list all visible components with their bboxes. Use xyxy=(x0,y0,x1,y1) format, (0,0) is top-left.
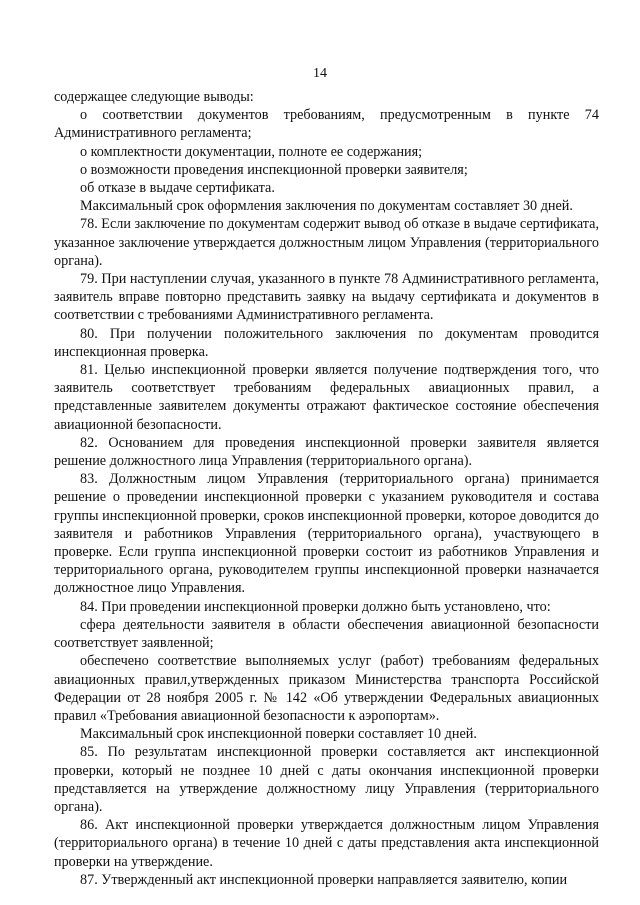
paragraph: 85. По результатам инспекционной проверки составляется акт инспекционной проверки, который не позднее 10 дней с даты окончания инспекционной проверки представляется на утверждение должностному лицу Управления (территориального органа). xyxy=(54,744,599,815)
paragraph: Максимальный срок инспекционной поверки составляет 10 дней. xyxy=(80,726,477,743)
paragraph: 86. Акт инспекционной проверки утверждается должностным лицом Управления (территориального органа) в течение 10 дней с даты представления акта инспекционной проверки на утверждение. xyxy=(54,817,599,870)
paragraph: 79. При наступлении случая, указанного в пункте 78 Административного регламента, заявитель вправе повторно представить заявку на выдачу сертификата и документов в соответствии с требованиями Административного регламента. xyxy=(54,271,599,324)
paragraph: 84. При проведении инспекционной проверки должно быть установлено, что: xyxy=(80,598,551,615)
paragraph: 83. Должностным лицом Управления (территориального органа) принимается решение о проведении инспекционной проверки с указанием руководителя и состава группы инспекционной проверки, сроков инспекционной проверки, которое доводится до заявителя и работников Управления (территориального органа), участвующего в проверке. Если группа инспекционной проверки состоит из работников Управления и территориального органа, руководителем группы инспекционной проверки назначается должностное лицо Управления. xyxy=(54,471,599,597)
paragraph: содержащее следующие выводы: xyxy=(54,89,254,105)
paragraph: 87. Утвержденный акт инспекционной проверки направляется заявителю, копии xyxy=(80,871,568,888)
paragraph: об отказе в выдаче сертификата. xyxy=(80,180,275,197)
paragraph: обеспечено соответствие выполняемых услуг (работ) требованиям федеральных авиационных правил,утвержденных приказом Министерства транспорта Российской Федерации от 28 ноября 2005 г. № 142 «Об утверждении Федеральных авиационных правил «Требования авиационной безопасности к аэропортам». xyxy=(54,653,599,724)
paragraph: о комплектности документации, полноте ее содержания; xyxy=(80,143,423,160)
paragraph: 81. Целью инспекционной проверки является получение подтверждения того, что заявитель соответствует требованиям федеральных авиационных правил, а представленные заявителем документы отражают фактическое состояние обеспечения авиационной безопасности. xyxy=(54,362,599,433)
paragraph: 80. При получении положительного заключения по документам проводится инспекционная проверка. xyxy=(54,325,599,360)
document-body xyxy=(54,88,599,889)
paragraph: Максимальный срок оформления заключения по документам составляет 30 дней. xyxy=(80,198,573,215)
paragraph: сфера деятельности заявителя в области обеспечения авиационной безопасности соответствует заявленной; xyxy=(54,616,599,652)
paragraph: о соответствии документов требованиям, предусмотренным в пункте 74 Административного регламента; xyxy=(54,107,599,142)
page-number: 14 xyxy=(313,66,327,81)
paragraph: о возможности проведения инспекционной проверки заявителя; xyxy=(80,161,468,178)
paragraph: 78. Если заключение по документам содержит вывод об отказе в выдаче сертификата, указанное заключение утверждается должностным лицом Управления (территориального органа). xyxy=(54,216,599,269)
paragraph: 82. Основанием для проведения инспекционной проверки заявителя является решение должностного лица Управления (территориального органа). xyxy=(54,434,599,470)
